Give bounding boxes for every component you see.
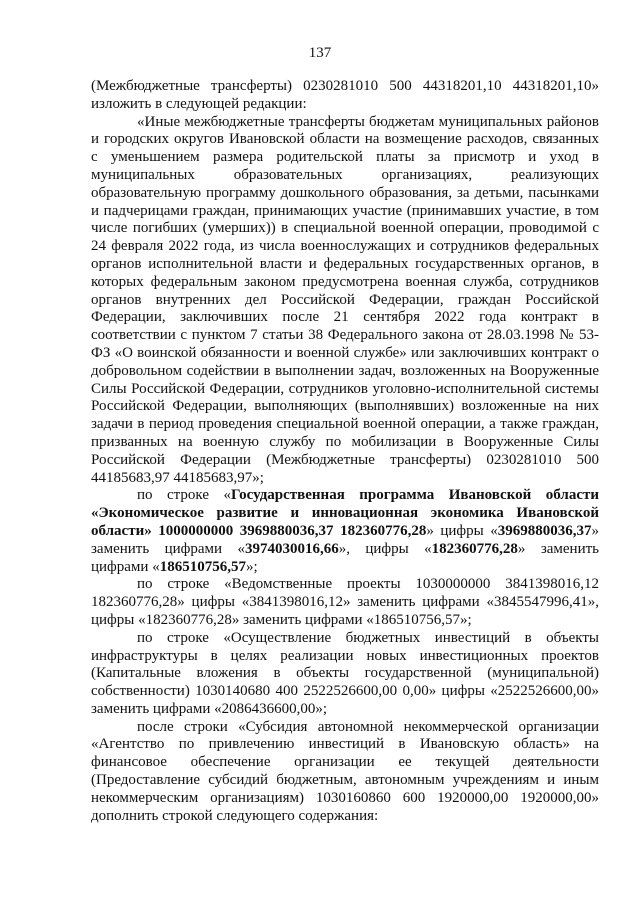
paragraph-2: «Иные межбюджетные трансферты бюджетам муниципальных районов и городских округов Ивановской области на возмещение расходов, связанных с уменьшением размера родительской платы за присмотр и уход в муниципальных образовательных организациях, реализующих образовательную программу дошкольного образования, за детьми, пасынками и падчерицами граждан, принимающих участие (принимавших участие, в том числе погибших (умерших)) в специальной военной операции, проводимой с 24 февраля 2022 года, из числа военнослужащих и сотрудников федеральных органов исполнительной власти и федеральных государственных органов, в которых федеральным законом предусмотрена военная служба, сотрудников органов внутренних дел Российской Федерации, граждан Российской Федерации, заключивших после 21 сентября 2022 года контракт в соответствии с пунктом 7 статьи 38 Федерального закона от 28.03.1998 № 53-ФЗ «О воинской обязанности и военной службе» или заключивших контракт о добровольном содействии в выполнении задач, возложенных на Вооруженные Силы Российской Федерации, сотрудников уголовно-исполнительной системы Российской Федерации, выполняющих (выполнявших) возложенные на них задачи в период проведения специальной военной операции, а также граждан, призванных на военную службу по мобилизации в Вооруженные Силы Российской Федерации (Межбюджетные трансферты) 0230281010 500 44185683,97 44185683,97»;: [91, 113, 599, 486]
paragraph-6: после строки «Субсидия автономной некоммерческой организации «Агентство по привлечению инвестиций в Ивановскую область» на финансовое обеспечение организации ее текущей деятельности (Предоставление субсидий бюджетным, автономным учреждениям и иным некоммерческим организациям) 1030160860 600 1920000,00 1920000,00» дополнить строкой следующего содержания:: [91, 718, 599, 824]
paragraph-4: по строке «Ведомственные проекты 1030000000 3841398016,12 182360776,28» цифры «3841398016,12» заменить цифрами «3845547996,41», цифры «182360776,28» заменить цифрами «186510756,57»;: [91, 576, 599, 628]
paragraph-3-bold-value-3: 182360776,28: [431, 540, 518, 557]
document-body: [91, 78, 599, 825]
paragraph-3-bold-value-1: 3969880036,37: [497, 522, 592, 539]
paragraph-3-text-3: » цифры «: [426, 522, 498, 539]
paragraph-3-text-5: » заменить цифрами «: [91, 522, 599, 557]
paragraph-3: [91, 487, 599, 576]
paragraph-3-text-1: по строке «: [137, 487, 231, 504]
paragraph-1: (Межбюджетные трансферты) 0230281010 500 44318201,10 44318201,10» изложить в следующей редакции:: [91, 78, 599, 112]
paragraph-3-text-7: », цифры «: [338, 540, 432, 557]
page-number: 137: [308, 45, 332, 61]
paragraph-3-bold-value-4: 186510756,57: [159, 558, 246, 575]
paragraph-5: по строке «Осуществление бюджетных инвестиций в объекты инфраструктуры в целях реализации новых инвестиционных проектов (Капитальные вложения в объекты государственной (муниципальной) собственности) 1030140680 400 2522526600,00 0,00» цифры «2522526600,00» заменить цифрами «2086436600,00»;: [91, 629, 599, 717]
paragraph-3-text-9: » заменить цифрами «: [91, 540, 600, 575]
paragraph-3-text-11: »;: [245, 558, 258, 575]
paragraph-3-bold-program: Государственная программа Ивановской области «Экономическое развитие и инновационная экономика Ивановской области» 1000000000 3969880036,37 182360776,28: [91, 487, 599, 539]
paragraph-3-bold-value-2: 3974030016,66: [244, 540, 339, 557]
